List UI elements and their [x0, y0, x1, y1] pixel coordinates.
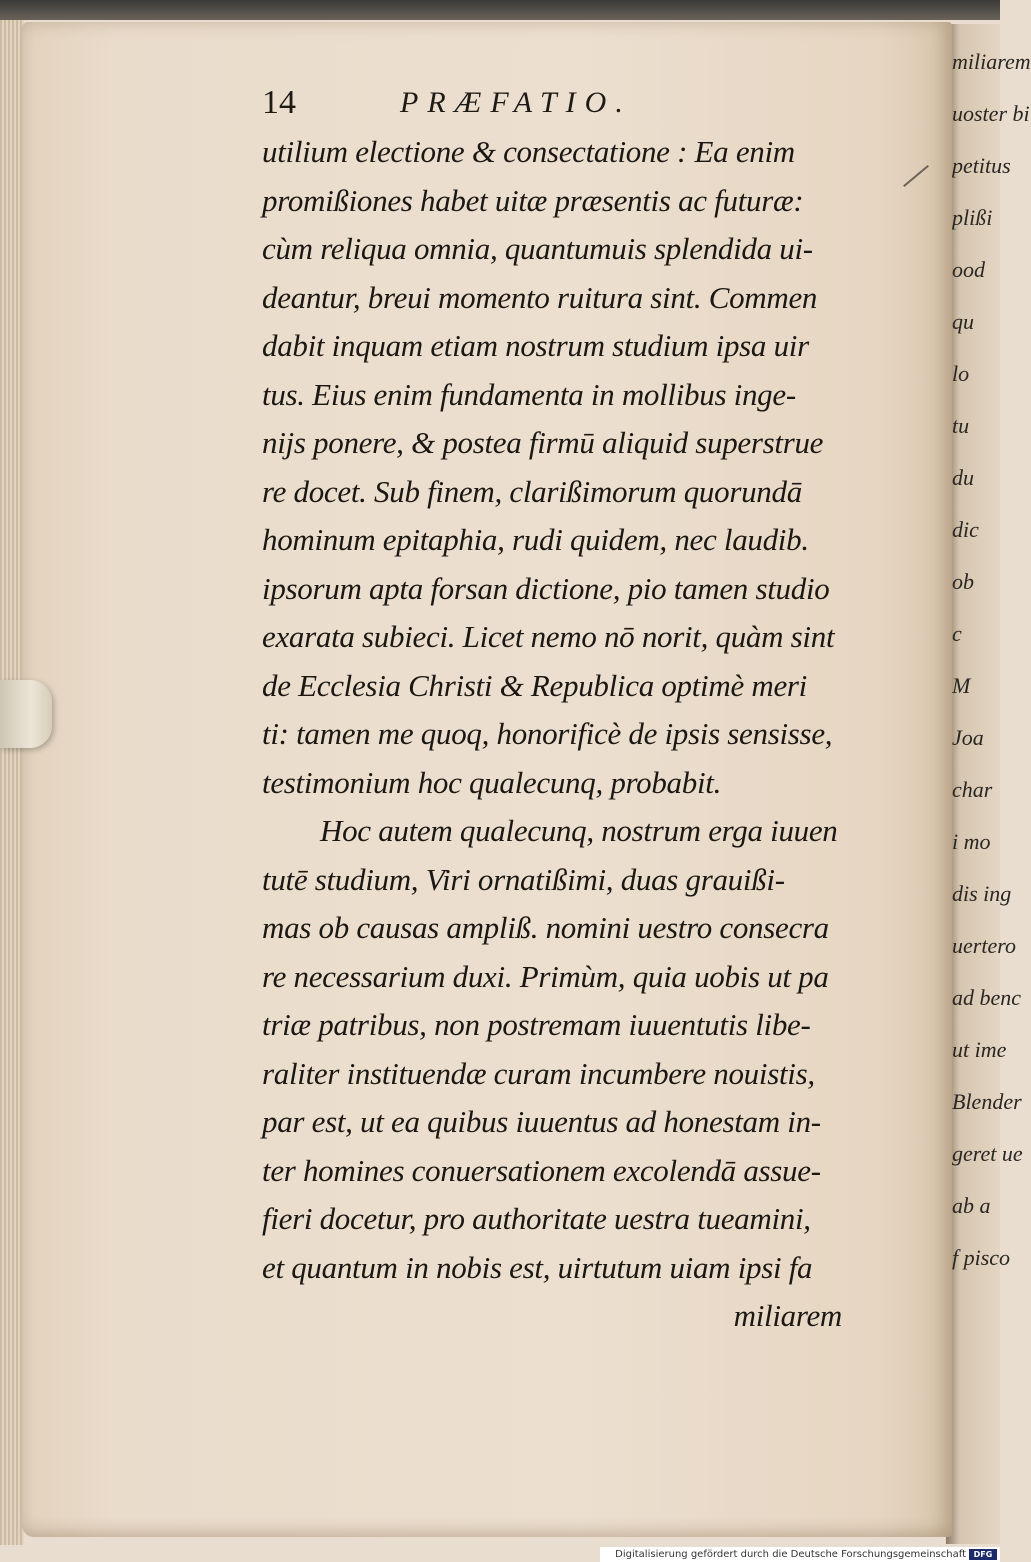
facing-page-line: ab a — [952, 1193, 991, 1218]
text-line: tus. Eius enim fundamenta in mollibus inge- — [262, 376, 796, 412]
text-line: ipsorum apta forsan dictione, pio tamen studio — [262, 570, 830, 606]
text-line: testimonium hoc qualecunq, probabit. — [262, 764, 722, 800]
facing-page-line: qu — [952, 309, 974, 334]
facing-page-line: char — [952, 777, 993, 802]
facing-page-line: Blender — [952, 1089, 1022, 1114]
book-page-edges — [0, 20, 24, 1545]
page-header — [262, 78, 862, 128]
text-line: exarata subieci. Licet nemo nō norit, quàm sint — [262, 619, 835, 654]
running-title: PRÆFATIO. — [400, 86, 632, 119]
scanner-top-edge — [0, 0, 1000, 20]
facing-page-line: dis ing — [952, 881, 1012, 906]
text-line: dabit inquam etiam nostrum studium ipsa uir — [262, 328, 809, 363]
facing-page-line: Joa — [952, 725, 984, 750]
facing-page-line: miliarem — [952, 49, 1031, 74]
facing-page-line: uertero — [952, 933, 1016, 958]
text-line: de Ecclesia Christi & Republica optimè meri — [262, 667, 807, 703]
facing-page-line: ad benc — [952, 985, 1022, 1010]
text-line: triæ patribus, non postremam iuuentutis libe- — [262, 1007, 811, 1042]
text-line: raliter instituendæ curam incumbere nouistis, — [262, 1055, 815, 1091]
facing-page-line: M — [952, 673, 971, 698]
facing-page-line: ob — [952, 569, 974, 594]
dfg-logo-icon: DFG — [969, 1549, 997, 1560]
digitization-note: Digitalisierung gefördert durch die Deutsche Forschungsgemeinschaft — [615, 1549, 966, 1560]
text-line: par est, ut ea quibus iuuentus ad honestam in- — [262, 1104, 821, 1139]
facing-page-line: f pisco — [952, 1245, 1011, 1270]
facing-page-line: ut ime — [952, 1037, 1007, 1062]
text-line: tutē studium, Viri ornatißimi, duas grauißi- — [262, 861, 785, 897]
text-line: promißiones habet uitæ præsentis ac futuræ: — [262, 182, 804, 218]
facing-page-line: uoster bi — [952, 101, 1030, 126]
text-line: Hoc autem qualecunq, nostrum erga iuuen — [320, 813, 838, 848]
text-line: re necessarium duxi. Primùm, quia uobis ut pa — [262, 958, 829, 994]
text-line: deantur, breui momento ruitura sint. Commen — [262, 279, 818, 315]
catchword: miliarem — [733, 1298, 842, 1333]
text-line: et quantum in nobis est, uirtutum uiam ipsi fa — [262, 1249, 813, 1285]
page-number: 14 — [262, 84, 296, 121]
digitization-credit — [600, 1547, 1000, 1562]
facing-page-line: dic — [952, 517, 979, 542]
facing-page-line: du — [952, 465, 974, 490]
facing-page-line: c — [952, 621, 962, 646]
facing-page-fragment — [952, 36, 1031, 1270]
body-text — [262, 128, 862, 1341]
facing-page-line: plißi — [952, 205, 993, 230]
text-line: utilium electione & consectatione : Ea enim — [262, 134, 795, 169]
facing-page-line: petitus — [952, 153, 1011, 178]
facing-page-line: lo — [952, 361, 970, 386]
facing-page-line: tu — [952, 413, 970, 438]
facing-page-line: geret ue — [952, 1141, 1023, 1166]
text-line: re docet. Sub finem, clarißimorum quorundā — [262, 473, 802, 509]
facing-page-line: ood — [952, 257, 985, 282]
text-line: hominum epitaphia, rudi quidem, nec laudib. — [262, 522, 809, 557]
text-line: mas ob causas ampliß. nomini uestro consecra — [262, 910, 829, 945]
text-line: nijs ponere, & postea firmū aliquid superstrue — [262, 425, 824, 460]
facing-page-line: i mo — [952, 829, 991, 854]
text-line: fieri docetur, pro authoritate uestra tueamini, — [262, 1201, 811, 1236]
text-line: ter homines conuersationem excolendā assue- — [262, 1152, 821, 1188]
text-line: cùm reliqua omnia, quantumuis splendida ui- — [262, 231, 813, 266]
page-clip-tab — [0, 680, 52, 748]
text-line: ti: tamen me quoq, honorificè de ipsis sensisse, — [262, 716, 833, 751]
